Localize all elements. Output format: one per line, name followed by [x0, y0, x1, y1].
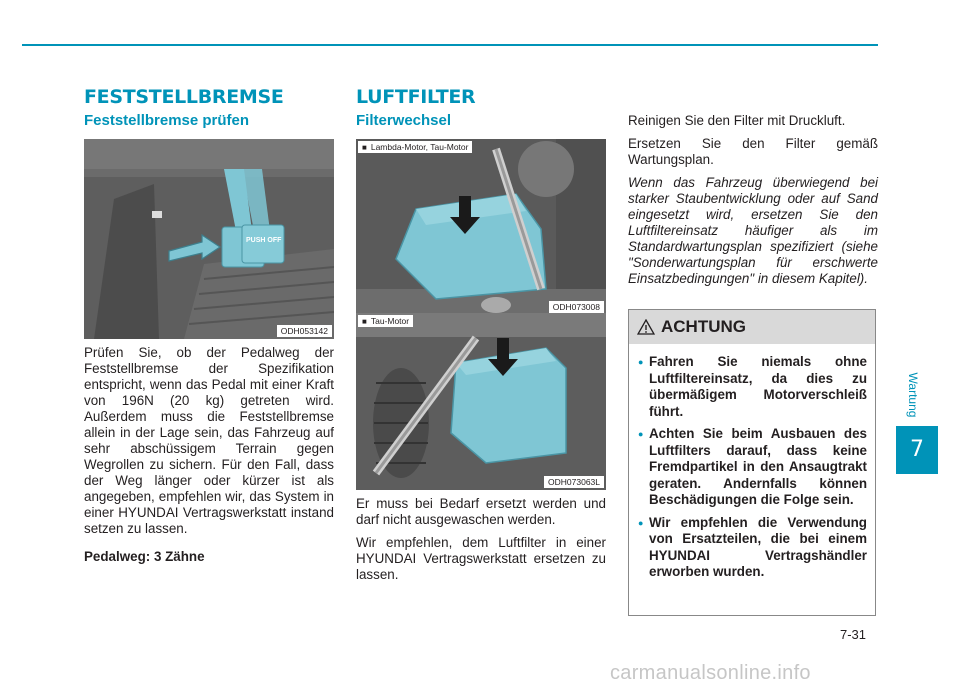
air-filter-illustration-2 [356, 313, 606, 490]
warning-list [639, 354, 867, 587]
cleaning-paragraph: Reinigen Sie den Filter mit Druckluft. [628, 113, 846, 128]
warning-box [628, 309, 876, 616]
warning-item: ● Achten Sie beim Ausbauen des Luftfilters darauf, dass keine Fremdpartikel in den Ansaugtrakt geraten. Andernfalls können Beschädigungen die Folge sein. [639, 426, 867, 509]
filter-cleaning-text [628, 113, 878, 294]
subheading-check-parking-brake: Feststellbremse prüfen [84, 112, 250, 129]
figure-tag: ■ Tau-Motor [358, 315, 413, 327]
section-heading-parking-brake: FESTSTELLBREMSE [84, 86, 284, 108]
warning-triangle-icon [637, 319, 655, 335]
warning-header [629, 310, 875, 344]
page-number: 7-31 [840, 627, 867, 642]
chapter-side-label: Wartung [906, 372, 920, 418]
figure-air-filter-2 [356, 313, 606, 490]
severe-conditions-paragraph: Wenn das Fahrzeug überwiegend bei starker Staubentwicklung oder auf Sand eingesetzt wird, ersetzen Sie den Luftfiltereinsatz häufiger als im Standardwartungsplan spezifiziert (siehe "Sonderwartungsplan für erschwerte Einsatzbedingungen" in diesem Kapitel). [628, 175, 878, 286]
air-filter-illustration-1 [356, 139, 606, 315]
warning-item: ● Fahren Sie niemals ohne Luftfiltereinsatz, da dies zu übermäßigem Motorverschleiß führt. [639, 354, 867, 420]
pedal-travel-spec: Pedalweg: 3 Zähne [84, 549, 205, 564]
warning-item: ● Wir empfehlen die Verwendung von Ersatzteilen, die bei einem HYUNDAI Vertragshändler erworben wurden. [639, 515, 867, 581]
top-rule [22, 44, 878, 46]
schedule-paragraph: Ersetzen Sie den Filter gemäß Wartungsplan. [628, 136, 878, 167]
filter-workshop-paragraph: Wir empfehlen, dem Luftfilter in einer HYUNDAI Vertragswerkstatt ersetzen zu lassen. [356, 535, 606, 582]
figure-code: ODH073063L [544, 476, 604, 488]
warning-title: ACHTUNG [661, 317, 746, 336]
section-heading-air-filter: LUFTFILTER [356, 86, 476, 108]
figure-parking-brake-pedal [84, 139, 334, 339]
subheading-filter-change: Filterwechsel [356, 112, 452, 129]
figure-tag: ■ Lambda-Motor, Tau-Motor [358, 141, 472, 153]
filter-replace-text [356, 496, 606, 590]
parking-brake-illustration [84, 139, 334, 339]
watermark: carmanualsonline.info [610, 662, 811, 684]
figure-code: ODH053142 [277, 325, 332, 337]
parking-brake-paragraph: Prüfen Sie, ob der Pedalweg der Feststellbremse der Spezifikation entspricht, wenn das Pedal mit einer Kraft von 196N (20 kg) getreten wird. Außerdem muss die Feststellbremse allein in der Lage sein, das Fahrzeug auf sehr abschüssigem Terrain gegen Wegrollen zu sichern. Für den Fall, dass der Weg länger oder kürzer ist als angegeben, empfehlen wir, das System in einer HYUNDAI Vertragswerkstatt instand setzen zu lassen. [84, 345, 334, 536]
figure-code: ODH073008 [549, 301, 604, 313]
pedal-label: PUSH OFF [246, 237, 282, 244]
figure-air-filter-1 [356, 139, 606, 315]
chapter-number-tab: 7 [896, 426, 938, 474]
parking-brake-text [84, 345, 334, 572]
filter-replace-paragraph: Er muss bei Bedarf ersetzt werden und darf nicht ausgewaschen werden. [356, 496, 606, 527]
